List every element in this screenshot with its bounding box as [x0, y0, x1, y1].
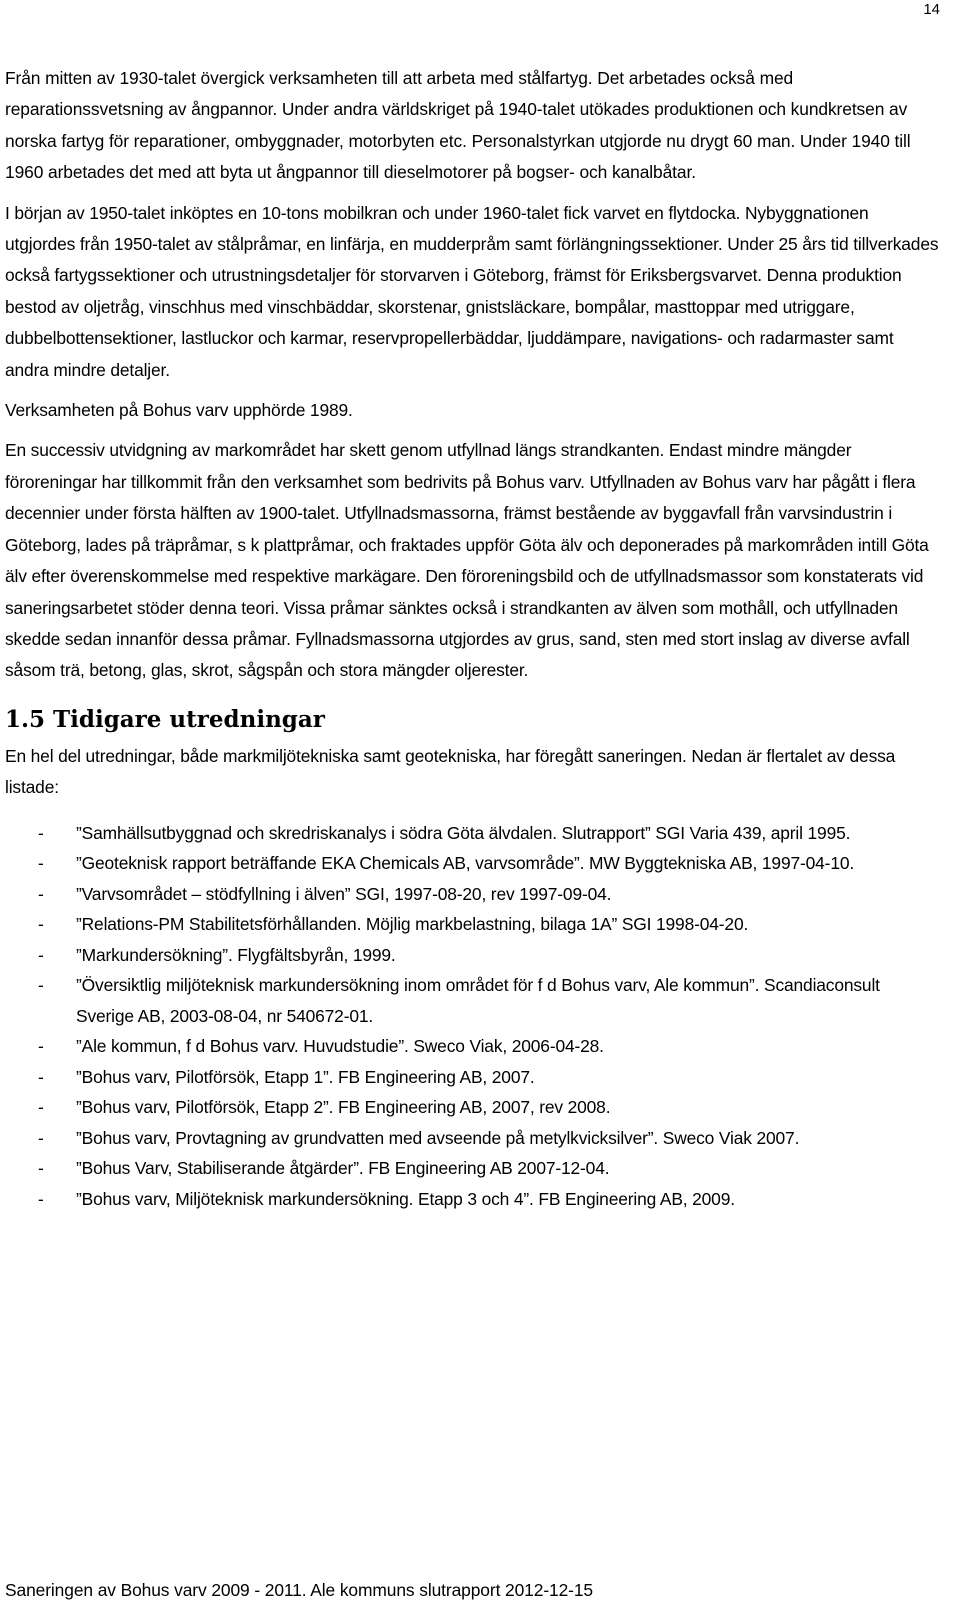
- dash-bullet: -: [38, 1158, 44, 1179]
- dash-bullet: -: [38, 883, 44, 904]
- section-intro: En hel del utredningar, både markmiljötekniska samt geotekniska, har föregått saneringen. Nedan är flertalet av dessa listade:: [5, 745, 896, 798]
- reference-text: ”Bohus varv, Miljöteknisk markundersökning. Etapp 3 och 4”. FB Engineering AB, 2009.: [76, 1188, 735, 1209]
- list-item: [5, 940, 940, 971]
- list-item: [5, 970, 940, 1031]
- section-heading: 1.5 Tidigare utredningar: [5, 705, 325, 733]
- list-item: [5, 909, 940, 940]
- reference-text: ”Ale kommun, f d Bohus varv. Huvudstudie”. Sweco Viak, 2006-04-28.: [76, 1036, 604, 1057]
- reference-text: ”Samhällsutbyggnad och skredriskanalys i södra Göta älvdalen. Slutrapport” SGI Varia 439, april 1995.: [76, 822, 851, 843]
- reference-text: ”Bohus Varv, Stabiliserande åtgärder”. FB Engineering AB 2007-12-04.: [76, 1158, 610, 1179]
- reference-text: ”Översiktlig miljöteknisk markundersökning inom området för f d Bohus varv, Ale kommun”. Scandiaconsult Sverige AB, 2003-08-04, nr 540672-01.: [76, 975, 880, 1026]
- reference-text: ”Bohus varv, Pilotförsök, Etapp 2”. FB Engineering AB, 2007, rev 2008.: [76, 1097, 611, 1118]
- list-item: [5, 1062, 940, 1093]
- dash-bullet: -: [38, 1127, 44, 1148]
- dash-bullet: -: [38, 914, 44, 935]
- page-number: 14: [923, 1, 940, 18]
- list-item: [5, 848, 940, 879]
- list-item: [5, 1031, 940, 1062]
- paragraph-land-fill: En successiv utvidgning av markområdet har skett genom utfyllnad längs strandkanten. Endast mindre mängder föroreningar har tillkommit från den verksamhet som bedrivits på Bohus varv. Utfyllnaden av Bohus varv har pågått i flera decennier under första hälften av 1900-talet. Utfyllnadsmassorna, främst bestående av byggavfall från varvsindustrin i Göteborg, lades på träpråmar, s k plattpråmar, och fraktades uppför Göta älv och deponerades på markområden intill Göta älv efter överenskommelse med respektive markägare. Den föroreningsbild och de utfyllnadsmassor som konstaterats vid saneringsarbetet stöder denna teori. Vissa pråmar sänktes också i strandkanten av älven som mothåll, och utfyllnaden skedde sedan innanför dessa pråmar. Fyllnadsmassorna utgjordes av grus, sand, sten med stort inslag av diverse avfall såsom trä, betong, glas, skrot, sågspån och stora mängder oljerester.: [5, 440, 929, 681]
- list-item: [5, 1184, 940, 1215]
- paragraph-history-1930s: Från mitten av 1930-talet övergick verksamheten till att arbeta med stålfartyg. Det arbetades också med reparationssvetsning av ångpannor. Under andra världskriget på 1940-talet utökades produktionen och kundkretsen av norska fartyg för reparationer, ombyggnader, motorbyten etc. Personalstyrkan utgjorde nu drygt 60 man. Under 1940 till 1960 arbetades det med att byta ut ångpannor till dieselmotorer på bogser- och kanalbåtar.: [5, 68, 911, 183]
- dash-bullet: -: [38, 1097, 44, 1118]
- dash-bullet: -: [38, 975, 44, 996]
- dash-bullet: -: [38, 853, 44, 874]
- dash-bullet: -: [38, 944, 44, 965]
- paragraph-closure: Verksamheten på Bohus varv upphörde 1989.: [5, 400, 353, 421]
- reference-text: ”Varvsområdet – stödfyllning i älven” SGI, 1997-08-20, rev 1997-09-04.: [76, 883, 612, 904]
- list-item: [5, 1153, 940, 1184]
- reference-list: [5, 818, 940, 1215]
- page-footer: Saneringen av Bohus varv 2009 - 2011. Ale kommuns slutrapport 2012-12-15: [5, 1580, 593, 1600]
- dash-bullet: -: [38, 1036, 44, 1057]
- reference-text: ”Markundersökning”. Flygfältsbyrån, 1999.: [76, 944, 396, 965]
- list-item: [5, 879, 940, 910]
- reference-text: ”Relations-PM Stabilitetsförhållanden. Möjlig markbelastning, bilaga 1A” SGI 1998-04-20.: [76, 914, 749, 935]
- list-item: [5, 1123, 940, 1154]
- reference-text: ”Bohus varv, Pilotförsök, Etapp 1”. FB Engineering AB, 2007.: [76, 1066, 535, 1087]
- dash-bullet: -: [38, 822, 44, 843]
- document-body: [5, 63, 940, 1214]
- reference-text: ”Geoteknisk rapport beträffande EKA Chemicals AB, varvsområde”. MW Byggtekniska AB, 1997-04-10.: [76, 853, 855, 874]
- reference-text: ”Bohus varv, Provtagning av grundvatten med avseende på metylkvicksilver”. Sweco Viak 2007.: [76, 1127, 800, 1148]
- dash-bullet: -: [38, 1188, 44, 1209]
- dash-bullet: -: [38, 1066, 44, 1087]
- list-item: [5, 1092, 940, 1123]
- list-item: [5, 818, 940, 849]
- paragraph-history-1950s: I början av 1950-talet inköptes en 10-tons mobilkran och under 1960-talet fick varvet en flytdocka. Nybyggnationen utgjordes från 1950-talet av stålpråmar, en linfärja, en mudderpråm samt förlängningssektioner. Under 25 års tid tillverkades också fartygssektioner och utrustningsdetaljer för storvarven i Göteborg, främst för Eriksbergsvarvet. Denna produktion bestod av oljetråg, vinschhus med vinschbäddar, skorstenar, gnistsläckare, bompålar, masttoppar med utriggare, dubbelbottensektioner, lastluckor och karmar, reservpropellerbäddar, ljuddämpare, navigations- och radarmaster samt andra mindre detaljer.: [5, 202, 939, 380]
